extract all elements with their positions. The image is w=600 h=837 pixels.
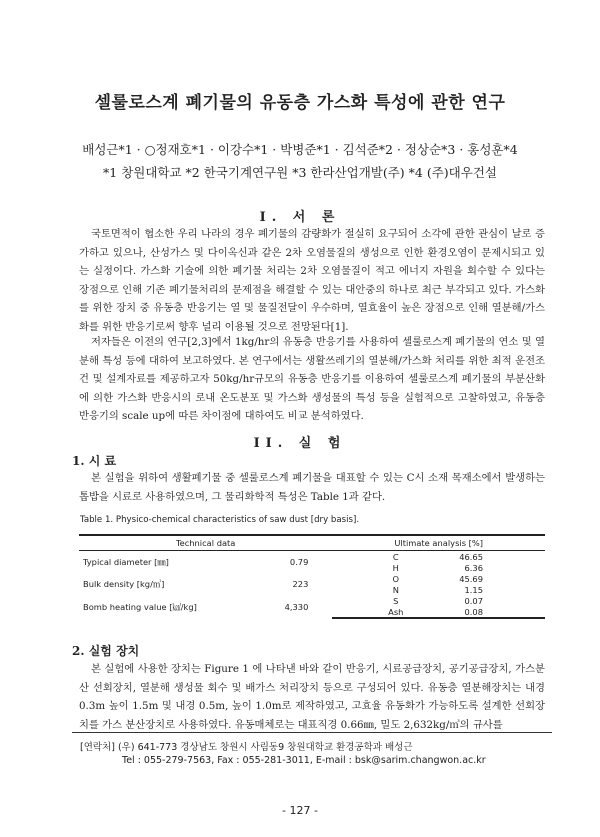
table-cell-value: 223: [292, 579, 309, 589]
table-header-row: [79, 535, 545, 551]
contact-address: [연락처] (우) 641-773 경상남도 창원시 사림동9 창원대학교 환경공학과 배성근: [80, 742, 413, 753]
affiliation-list: *1 창원대학교 *2 한국기계연구원 *3 한라산업개발(주) *4 (주)대우건설: [103, 165, 497, 180]
page-number: - 127 -: [282, 804, 318, 817]
table-cell-percent: 45.69: [459, 573, 483, 584]
table-cell-label: Typical diameter [㎜]: [83, 557, 169, 567]
contact-phone-email: Tel : 055-279-7563, Fax : 055-281-3011, E-mail : bsk@sarim.changwon.ac.kr: [122, 755, 486, 766]
intro-paragraph-2: 저자들은 이전의 연구[2,3]에서 1kg/hr의 유동층 반응기를 사용하여 셀룰로스계 폐기물의 연소 및 열분해 특성 등에 대하여 보고하였다. 본 연구에서는 생활쓰레기의 열분해/가스화 처리를 위한 최적 운전조건 및 설계자료를 제공하고자 50kg/hr규모의 유동층 반응기를 이용하여 셀룰로스계 폐기물의 부분산화에 의한 가스화 반응시의 로내 온도분포 및 가스화 생성물의 특성 등을 실험적으로 고찰하였고, 유동층 반응기의 scale up에 따른 차이점에 대하여도 비교 분석하였다.: [79, 336, 545, 422]
table-cell-value: 4,330: [284, 601, 309, 612]
intro-paragraph-1: 국토면적이 협소한 우리 나라의 경우 폐기물의 감량화가 절실히 요구되어 소각에 관한 관심이 날로 증가하고 있으나, 산성가스 및 다이옥신과 같은 2차 오염물질의 생성으로 인한 환경오염이 문제시되고 있는 실정이다. 가스화 기술에 의한 폐기물 처리는 2차 오염물질이 적고 에너지 자원을 회수할 수 있다는 장점으로 인해 기존 폐기물처리의 문제점을 해결할 수 있는 대안중의 하나로 최근 부각되고 있다. 가스화를 위한 장치 중 유동층 반응기는 열 및 물질전달이 우수하며, 열효율이 높은 장점으로 인해 열분해/가스화를 위한 반응기로써 향후 널리 이용될 것으로 전망된다[1].: [79, 228, 545, 333]
table-cell-percent: 46.65: [459, 551, 483, 562]
author-list: 배성근*1 · ○정재호*1 · 이강수*1 · 박병준*1 · 김석준*2 · 정상순*3 · 홍성훈*4: [82, 142, 518, 157]
paper-title: 셀룰로스계 폐기물의 유동층 가스화 특성에 관한 연구: [94, 93, 506, 113]
table-row: [79, 573, 545, 584]
section-heading-experiment: II. 실 험: [253, 436, 347, 451]
table-cell-percent: 1.15: [464, 584, 483, 595]
table-cell-percent: 0.08: [459, 606, 545, 618]
table-cell-element: H: [392, 562, 399, 573]
subsection-heading-apparatus: 2. 실험 장치: [72, 644, 140, 658]
footer-divider: [72, 732, 552, 733]
table-cell-percent: 6.36: [464, 562, 483, 573]
data-table: [79, 534, 545, 619]
table-cell-element: Ash: [332, 606, 459, 618]
subsection-heading-sample: 1. 시 료: [72, 454, 117, 468]
table-cell-element: O: [392, 573, 400, 584]
table-cell-percent: 0.07: [464, 595, 483, 606]
table-cell-label: Bulk density [kg/㎥]: [83, 579, 165, 589]
table-cell-value: 0.79: [289, 557, 309, 567]
section-heading-intro: I. 서 론: [259, 210, 341, 225]
table-header-technical: Technical data: [79, 535, 332, 551]
apparatus-paragraph: 본 실험에 사용한 장치는 Figure 1 에 나타낸 바와 같이 반응기, 시료공급장치, 공기공급장치, 가스분산 선회장치, 열분해 생성물 회수 및 배가스 처리장치 등으로 구성되어 있다. 유동층 열분해장치는 내경 0.3m 높이 1.5m 및 내경 0.5m, 높이 1.0m로 제작하였고, 고효율 유동화가 가능하도록 설계한 선회장치를 가스 분산장치로 사용하였다. 유동매체로는 대표직경 0.66㎜, 밀도 2,632kg/㎥의 규사를: [79, 663, 545, 731]
table-row: [79, 595, 545, 606]
table-cell-element: N: [392, 584, 399, 595]
table-header-ultimate: Ultimate analysis [%]: [332, 535, 545, 551]
table-cell-element: S: [393, 595, 399, 606]
sample-paragraph: 본 실험을 위하여 생활폐기물 중 셀룰로스계 폐기물을 대표할 수 있는 C시 소재 목재소에서 발생하는 톱밥을 시료로 사용하였으며, 그 물리화학적 특성은 Table 1과 같다.: [79, 472, 545, 503]
table-cell-element: C: [392, 551, 399, 562]
table-cell-label: Bomb heating value [㎉/kg]: [83, 601, 197, 612]
table-caption: Table 1. Physico-chemical characteristics of saw dust [dry basis].: [80, 515, 360, 525]
table-row: [79, 551, 545, 563]
